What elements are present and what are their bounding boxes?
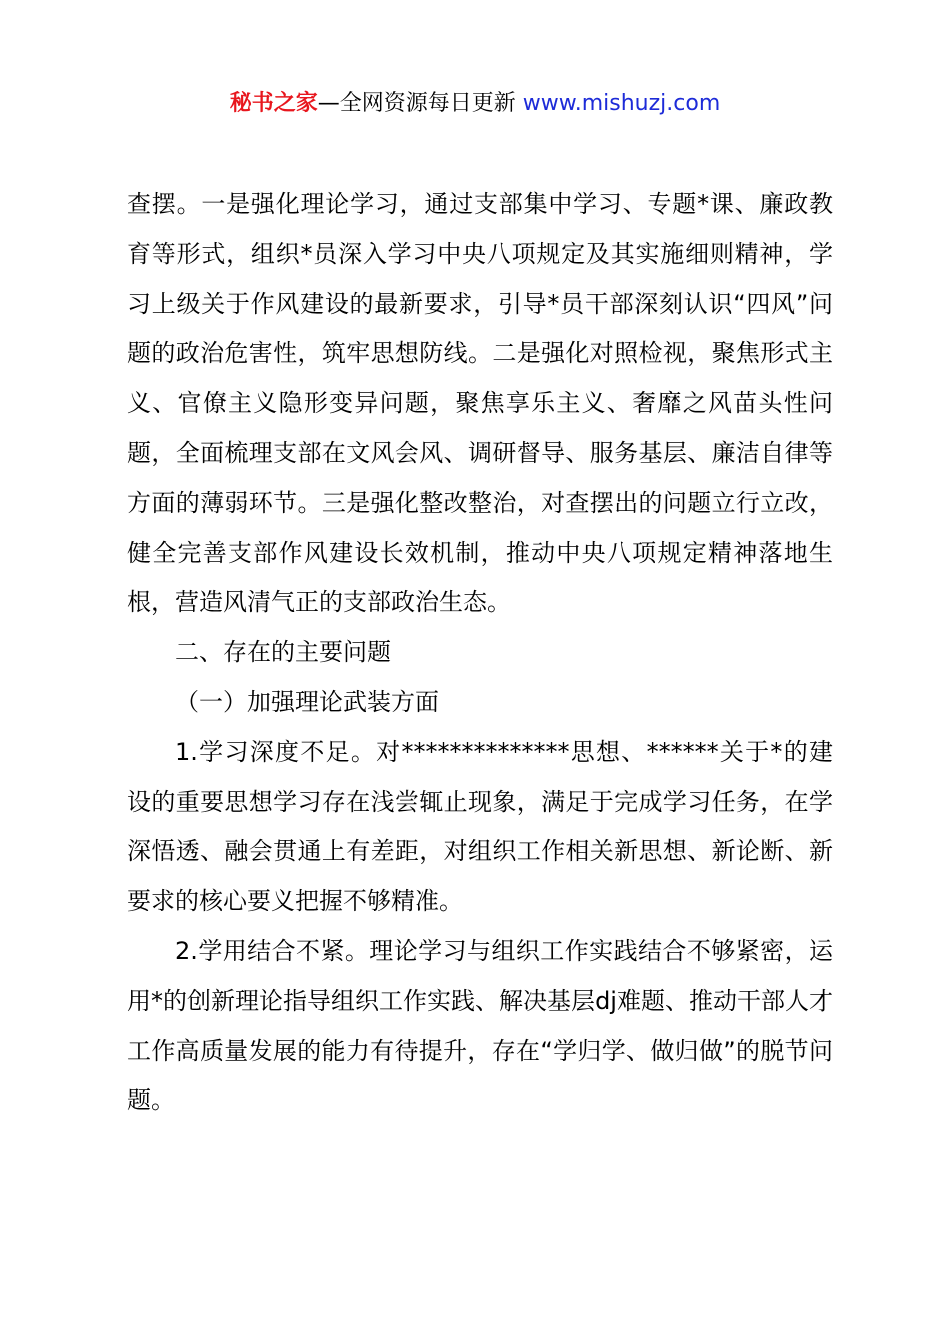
paragraph-item-2: 2.学用结合不紧。理论学习与组织工作实践结合不够紧密，运用*的创新理论指导组织工作实践、解决基层dj难题、推动干部人才工作高质量发展的能力有待提升，存在“学归学、做归做”的脱节问题。: [127, 936, 833, 1115]
document-body: [127, 180, 833, 1126]
paragraph-continuation: 查摆。一是强化理论学习，通过支部集中学习、专题*课、廉政教育等形式，组织*员深入学习中央八项规定及其实施细则精神，学习上级关于作风建设的最新要求，引导*员干部深刻认识“四风”问题的政治危害性，筑牢思想防线。二是强化对照检视，聚焦形式主义、官僚主义隐形变异问题，聚焦享乐主义、奢靡之风苗头性问题，全面梳理支部在文风会风、调研督导、服务基层、廉洁自律等方面的薄弱环节。三是强化整改整治，对查摆出的问题立行立改，健全完善支部作风建设长效机制，推动中央八项规定精神落地生根，营造风清气正的支部政治生态。: [127, 190, 833, 617]
page-header: [0, 88, 950, 120]
site-tagline: —全网资源每日更新: [317, 91, 523, 116]
site-url[interactable]: www.mishuzj.com: [522, 91, 721, 116]
subsection-heading: （一）加强理论武装方面: [175, 687, 439, 716]
paragraph-item-1: 1.学习深度不足。对**************思想、******关于*的建设的重要思想学习存在浅尝辄止现象，满足于完成学习任务，在学深悟透、融会贯通上有差距，对组织工作相关新思想、新论断、新要求的核心要义把握不够精准。: [127, 737, 833, 916]
section-heading: 二、存在的主要问题: [175, 638, 391, 667]
site-brand: 秘书之家: [229, 91, 318, 116]
